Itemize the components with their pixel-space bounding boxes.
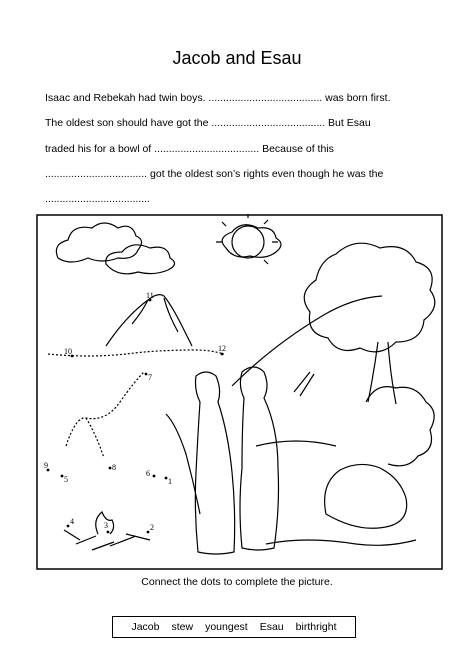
tent-flap-2: [86, 418, 104, 458]
dot-label-5: 5: [64, 475, 68, 484]
tent-outline: [48, 350, 224, 356]
grass: [266, 540, 416, 545]
page-title: Jacob and Esau: [172, 48, 302, 68]
word-bank-item: Jacob: [131, 621, 160, 633]
dot-label-7: 7: [148, 373, 152, 382]
bow: [256, 441, 336, 446]
word-bank-item: birthright: [295, 621, 337, 633]
dot-label-2: 2: [150, 523, 154, 532]
dot-2: [147, 531, 150, 534]
picture-caption: Connect the dots to complete the picture.: [141, 576, 333, 588]
text-line-4: ................................... got the oldest son’s rights even though he was the: [45, 168, 384, 180]
dot-12: [221, 353, 224, 356]
dot-label-10: 10: [64, 347, 72, 356]
word-bank-item: stew: [171, 621, 194, 633]
sun: [232, 226, 264, 258]
jacob-figure: [195, 372, 234, 554]
dot-6: [153, 475, 156, 478]
mountain-peak: [132, 298, 178, 332]
esau-figure: [240, 367, 279, 550]
arrows: [294, 372, 314, 396]
cloud-left: [56, 223, 141, 262]
firewood: [64, 530, 150, 550]
text-line-1: Isaac and Rebekah had twin boys. ....................................... was born first.: [45, 92, 391, 104]
dot-label-12: 12: [218, 344, 226, 353]
word-bank-item: Esau: [259, 621, 284, 633]
dot-label-11: 11: [146, 291, 154, 300]
tent-flap: [66, 372, 144, 446]
mountain-left: [106, 295, 192, 346]
mountain-right: [232, 296, 382, 386]
rock: [325, 464, 407, 528]
coloring-picture: [36, 214, 443, 570]
dot-label-9: 9: [44, 461, 48, 470]
word-bank-item: youngest: [205, 621, 248, 633]
bushes: [366, 387, 434, 466]
dot-4: [67, 525, 70, 528]
cloud-right: [222, 225, 281, 258]
dot-label-8: 8: [112, 463, 116, 472]
text-line-2: The oldest son should have got the ....................................... But Esau: [45, 117, 371, 129]
dot-label-1: 1: [168, 477, 172, 486]
dot-label-6: 6: [146, 469, 150, 478]
dot-8: [109, 467, 112, 470]
dot-3: [107, 531, 110, 534]
dot-label-3: 3: [104, 521, 108, 530]
word-bank: [112, 616, 356, 638]
text-line-5: ....................................: [45, 193, 151, 205]
dot-5: [61, 475, 64, 478]
dot-label-4: 4: [70, 517, 74, 526]
text-line-3: traded his for a bowl of .................................... Because of this: [45, 143, 334, 155]
dot-1: [165, 477, 168, 480]
dot-7: [145, 373, 148, 376]
